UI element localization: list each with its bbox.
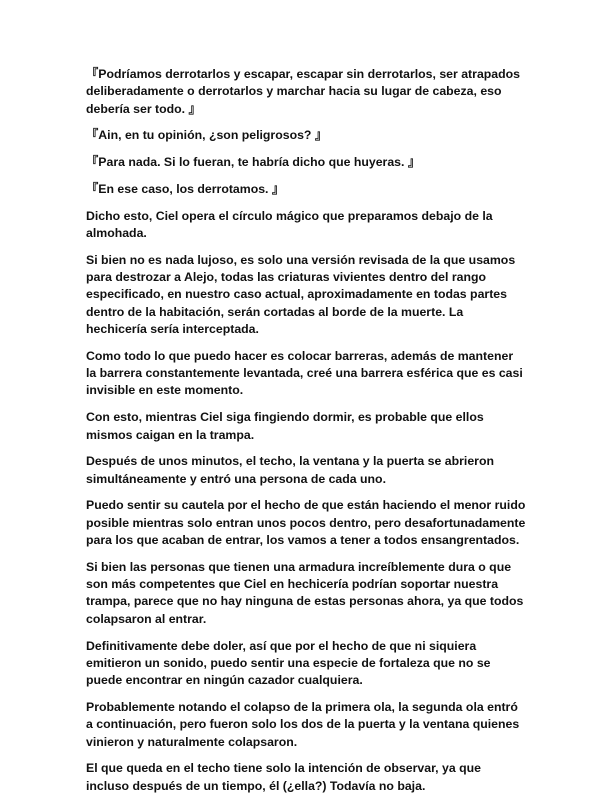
paragraph-7: Como todo lo que puedo hacer es colocar barreras, además de mantener la barrera constantemente levantada, creé una barrera esférica que es casi invisible en este momento. <box>86 348 523 398</box>
paragraph-6: Si bien no es nada lujoso, es solo una versión revisada de la que usamos para destrozar a Alejo, todas las criaturas vivientes dentro del rango especificado, en nuestro caso actual, aproximadamente en todas partes dentro de la habitación, serán cortadas al borde de la muerte. La hechicería sería interceptada. <box>86 252 516 337</box>
paragraph-dialog-4: 『En ese caso, los derrotamos. 』 <box>86 181 285 196</box>
document-page <box>86 66 526 804</box>
paragraph-10: Puedo sentir su cautela por el hecho de que están haciendo el menor ruido posible mientras solo entran unos pocos dentro, pero desafortunadamente para los que acaban de entrar, los vamos a tener a todos ensangrentados. <box>86 498 526 548</box>
paragraph-14: El que queda en el techo tiene solo la intención de observar, ya que incluso después de un tiempo, él (¿ella?) Todavía no baja. <box>86 761 481 793</box>
paragraph-11: Si bien las personas que tienen una armadura increíblemente dura o que son más competentes que Ciel en hechicería podrían soportar nuestra trampa, parece que no hay ninguna de estas personas ahora, ya que todos colapsaron al entrar. <box>86 559 524 626</box>
paragraph-8: Con esto, mientras Ciel siga fingiendo dormir, es probable que ellos mismos caigan en la trampa. <box>86 410 484 442</box>
paragraph-13: Probablemente notando el colapso de la primera ola, la segunda ola entró a continuación, pero fueron solo los dos de la puerta y la ventana quienes vinieron y naturalmente colapsaron. <box>86 699 520 749</box>
paragraph-12: Definitivamente debe doler, así que por el hecho de que ni siquiera emitieron un sonido, puedo sentir una especie de fortaleza que no se puede encontrar en ningún cazador cualquiera. <box>86 638 491 688</box>
paragraph-9: Después de unos minutos, el techo, la ventana y la puerta se abrieron simultáneamente y entró una persona de cada uno. <box>86 454 494 486</box>
paragraph-dialog-3: 『Para nada. Si lo fueran, te habría dicho que huyeras. 』 <box>86 155 421 170</box>
paragraph-dialog-2: 『Ain, en tu opinión, ¿son peligrosos? 』 <box>86 128 328 143</box>
paragraph-5: Dicho esto, Ciel opera el círculo mágico que preparamos debajo de la almohada. <box>86 208 493 241</box>
paragraph-dialog-1: 『Podríamos derrotarlos y escapar, escapar sin derrotarlos, ser atrapados deliberadamente o derrotarlos y marchar hacia su lugar de cabeza, eso debería ser todo. 』 <box>86 67 520 116</box>
